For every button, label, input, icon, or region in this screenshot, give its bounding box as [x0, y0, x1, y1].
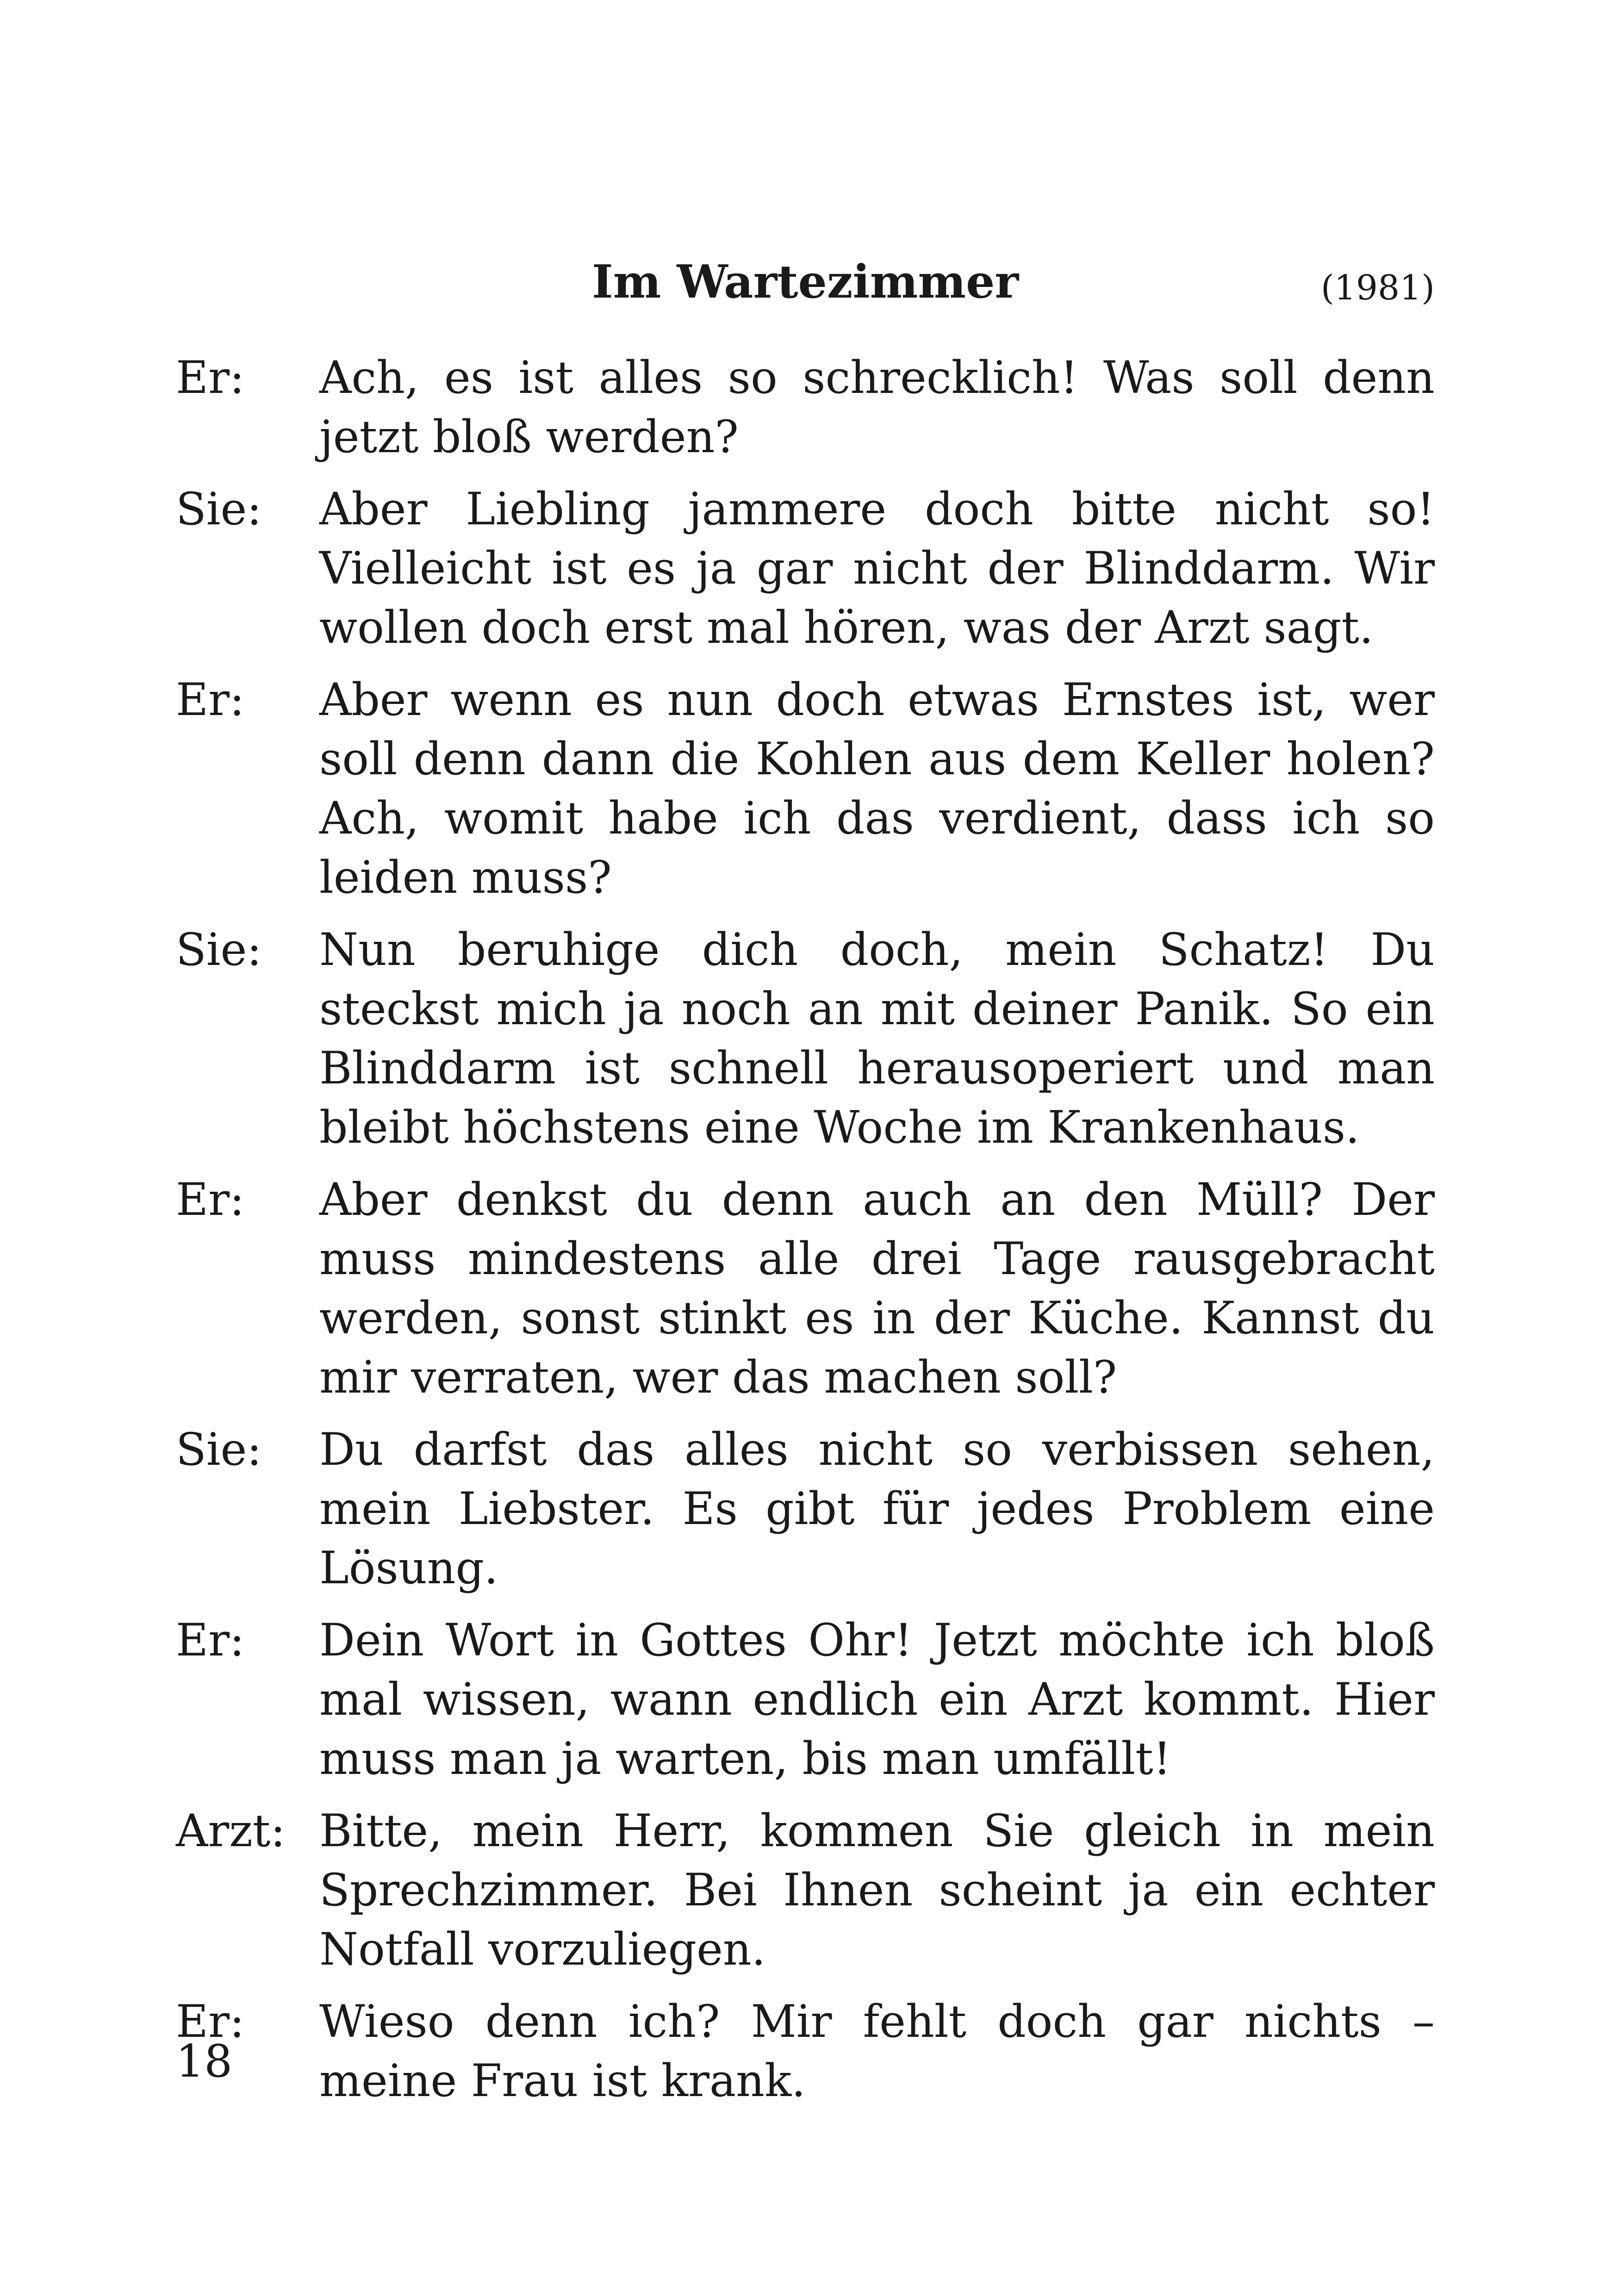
speaker-label: Arzt:	[176, 1805, 286, 1857]
dialogue-line	[176, 1611, 1435, 1788]
dialogue	[176, 348, 1435, 2123]
speech-text: Dein Wort in Gottes Ohr! Jetzt möchte ich bloß mal wissen, wann endlich ein Arzt kommt. Hier muss man ja warten, bis man umfällt!	[319, 1614, 1435, 1785]
page-title: Im Wartezimmer	[591, 255, 1019, 309]
dialogue-line	[176, 348, 1435, 467]
year-label: (1981)	[1320, 268, 1435, 308]
speaker-label: Sie:	[176, 1424, 262, 1475]
dialogue-line	[176, 479, 1435, 657]
speaker-label: Sie:	[176, 483, 262, 535]
speech-text: Aber wenn es nun doch etwas Ernstes ist, wer soll denn dann die Kohlen aus dem Keller holen? Ach, womit habe ich das verdient, dass ich so leiden muss?	[319, 674, 1435, 903]
page-header	[176, 250, 1435, 315]
speaker-label: Er:	[176, 1614, 245, 1666]
speaker-label: Er:	[176, 674, 245, 726]
speech-text: Nun beruhige dich doch, mein Schatz! Du steckst mich ja noch an mit deiner Panik. So ein Blinddarm ist schnell herausoperiert und man bleibt höchstens eine Woche im Krankenhaus.	[319, 924, 1435, 1153]
speaker-label: Er:	[176, 352, 245, 404]
dialogue-line	[176, 1420, 1435, 1598]
speaker-label: Er:	[176, 1174, 245, 1226]
dialogue-line	[176, 1992, 1435, 2110]
speech-text: Ach, es ist alles so schrecklich! Was soll denn jetzt bloß werden?	[319, 352, 1435, 463]
dialogue-line	[176, 1801, 1435, 1979]
speech-text: Aber Liebling jammere doch bitte nicht so! Vielleicht ist es ja gar nicht der Blinddarm. Wir wollen doch erst mal hören, was der Arzt sagt.	[319, 483, 1435, 653]
dialogue-line	[176, 1170, 1435, 1407]
dialogue-line	[176, 920, 1435, 1157]
dialogue-line	[176, 670, 1435, 907]
speech-text: Du darfst das alles nicht so verbissen sehen, mein Liebster. Es gibt für jedes Problem eine Lösung.	[319, 1424, 1435, 1594]
page-number: 18	[176, 2035, 233, 2087]
speech-text: Aber denkst du denn auch an den Müll? Der muss mindestens alle drei Tage rausgebracht werden, sonst stinkt es in der Küche. Kannst du mir verraten, wer das machen soll?	[319, 1174, 1435, 1403]
speech-text: Wieso denn ich? Mir fehlt doch gar nichts – meine Frau ist krank.	[319, 1996, 1435, 2107]
speaker-label: Sie:	[176, 924, 262, 976]
speech-text: Bitte, mein Herr, kommen Sie gleich in mein Sprechzimmer. Bei Ihnen scheint ja ein echter Notfall vorzuliegen.	[319, 1805, 1435, 1975]
speaker-label: Er:	[176, 1996, 245, 2047]
